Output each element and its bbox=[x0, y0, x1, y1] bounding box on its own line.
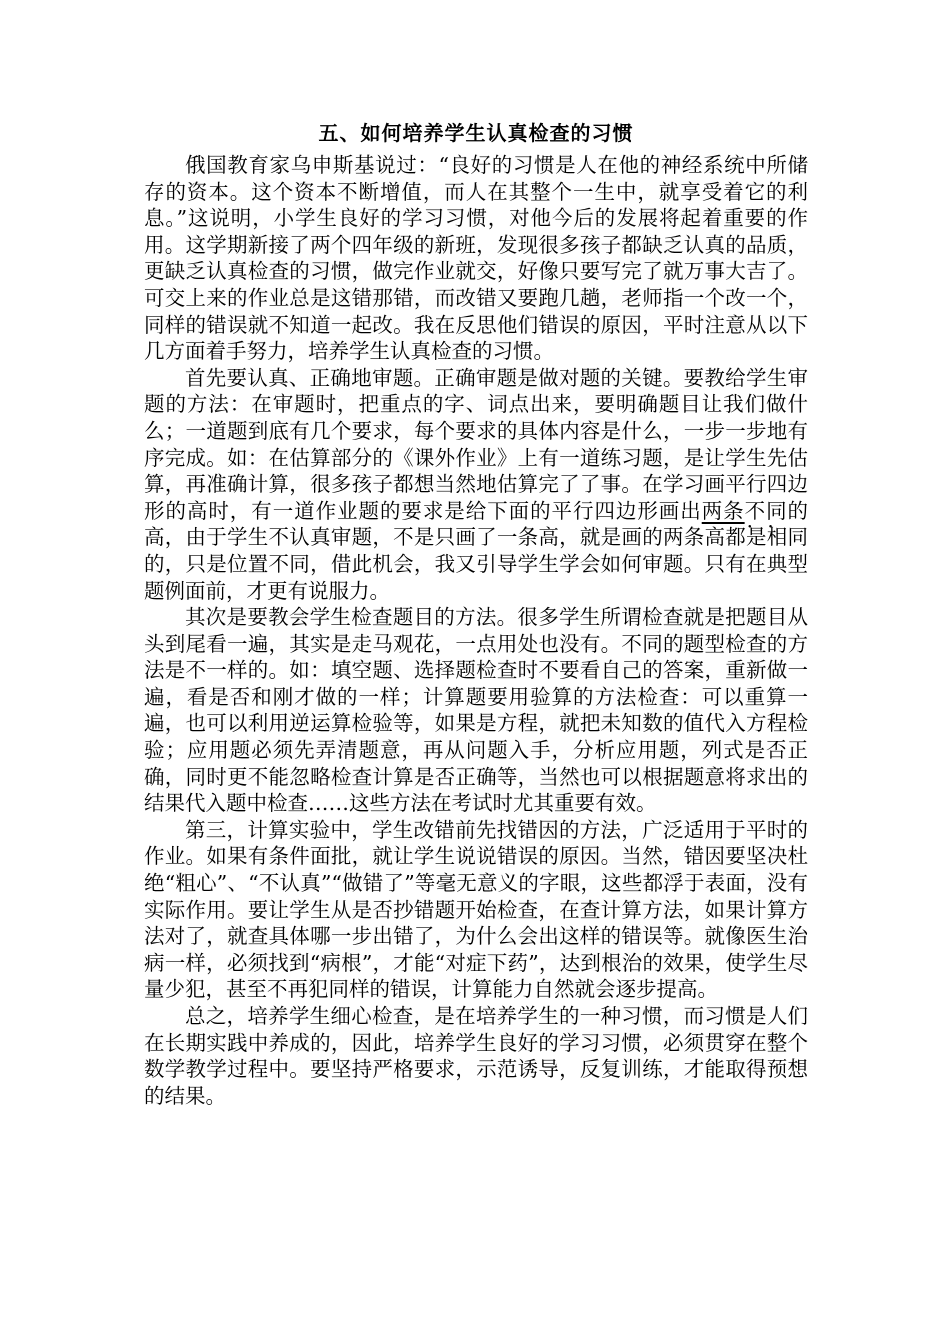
paragraph-2-line-start: 形画出 bbox=[637, 498, 702, 523]
paragraph-1: 俄国教育家乌申斯基说过：“良好的习惯是人在他的神经系统中所储存的资本。这个资本不断增值，而人在其整个一生中，就享受着它的利息。”这说明，小学生良好的学习习惯，对他今后的发展将起着重要的作用。这学期新接了两个四年级的新班，发现很多孩子都缺乏认真的品质，更缺乏认真检查的习惯，做完作业就交，好像只要写完了就万事大吉了。可交上来的作业总是这错那错，而改错又要跑几趟，老师指一个改一个，同样的错误就不知道一起改。我在反思他们错误的原因，平时注意从以下几方面着手努力，培养学生认真检查的习惯。 bbox=[144, 153, 808, 364]
paragraph-2 bbox=[144, 365, 808, 604]
underlined-text: 两条 bbox=[701, 498, 745, 523]
paragraph-2-part-1: 首先要认真、正确地审题。正确审题是做对题的关键。要教给学生审题的方法：在审题时，把重点的字、词点出来，要明确题目让我们做什么；一道题到底有几个要求，每个要求的具体内容是什么，一步一步地有序完成。如：在估算部分的《课外作业》上有一道练习题，是让学生先估算，再准确计算，很多孩子都想当然地估算完了了事。在学习画平行四边形的高时，有一道作业题的要求是给下面的平行四边 bbox=[144, 365, 808, 523]
document-body bbox=[144, 118, 808, 1109]
paragraph-2-part-2: 是画的两条高都是相同的，只是位置不同，借此机会，我又引导学生学会如何审题。只有在典型题例面前，才更有说服力。 bbox=[144, 525, 809, 603]
paragraph-5: 总之，培养学生细心检查，是在培养学生的一种习惯，而习惯是人们在长期实践中养成的，因此，培养学生良好的学习习惯，必须贯穿在整个数学教学过程中。要坚持严格要求，示范诱导，反复训练，才能取得预想的结果。 bbox=[144, 1004, 808, 1108]
paragraph-2-line-end: 的高，由于学生不认真审题，不是只画了一条高，就 bbox=[144, 498, 809, 550]
document-title: 五、如何培养学生认真检查的习惯 bbox=[318, 121, 634, 145]
paragraph-3: 其次是要教会学生检查题目的方法。很多学生所谓检查就是把题目从头到尾看一遍，其实是走马观花，一点用处也没有。不同的题型检查的方法是不一样的。如：填空题、选择题检查时不要看自己的答案，重新做一遍，看是否和刚才做的一样；计算题要用验算的方法检查：可以重算一遍，也可以利用逆运算检验等，如果是方程，就把未知数的值代入方程检验；应用题必须先弄清题意，再从问题入手，分析应用题，列式是否正确，同时更不能忽略检查计算是否正确等，当然也可以根据题意将求出的结果代入题中检查……这些方法在考试时尤其重要有效。 bbox=[144, 605, 808, 816]
dotted-emphasis-text: 不同 · · bbox=[745, 499, 788, 523]
paragraph-4: 第三，计算实验中，学生改错前先找错因的方法，广泛适用于平时的作业。如果有条件面批，就让学生说说错误的原因。当然，错因要坚决杜绝“粗心”、“不认真”“做错了”等毫无意义的字眼，这些都浮于表面，没有实际作用。要让学生从是否抄错题开始检查，在查计算方法，如果计算方法对了，就查具体哪一步出错了，为什么会出这样的错误等。就像医生治病一样，必须找到“病根”，才能“对症下药”，达到根治的效果，使学生尽量少犯，甚至不再犯同样的错误，计算能力自然就会逐步提高。 bbox=[144, 817, 808, 1002]
